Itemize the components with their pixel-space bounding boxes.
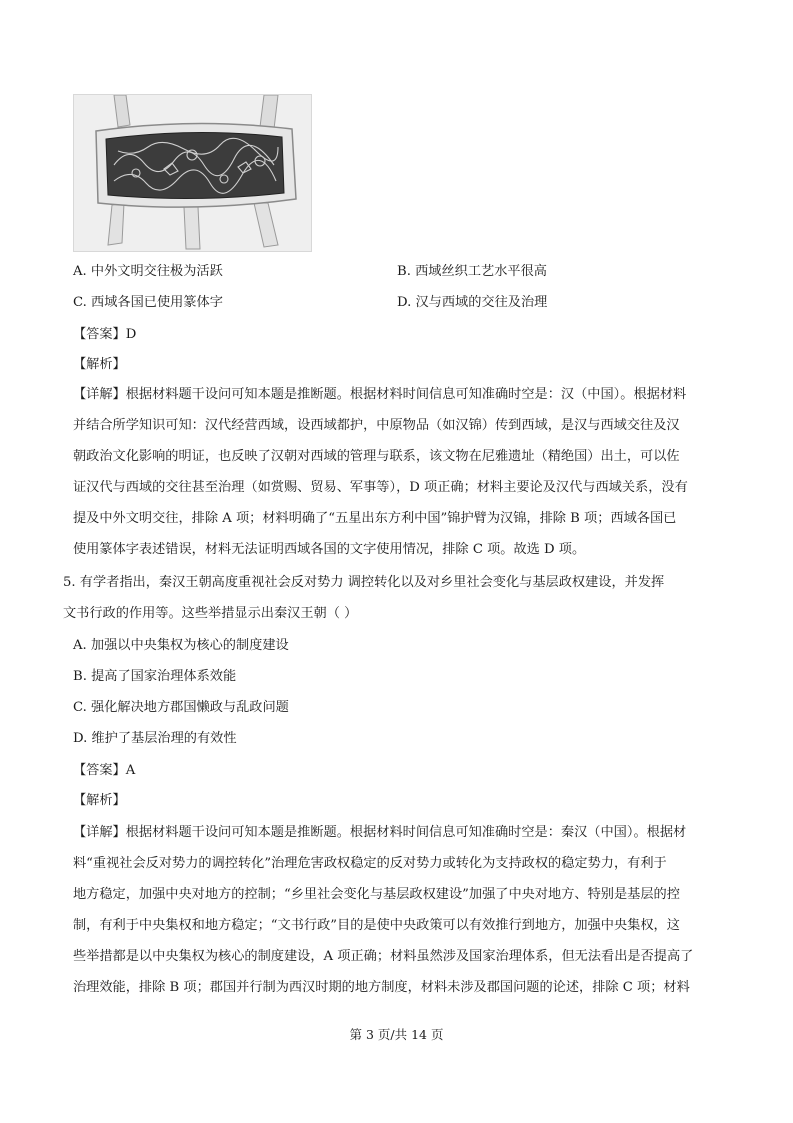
q4-detail-line: 【详解】根据材料题干设问可知本题是推断题。根据材料时间信息可知准确时空是：汉（中国）。根据材料	[73, 387, 687, 402]
q5-option-a: A. 加强以中央集权为核心的制度建设	[73, 638, 289, 653]
q4-detail-line: 使用篆体字表述错误，材料无法证明西域各国的文字使用情况，排除 C 项。故选 D 项。	[73, 542, 586, 557]
q4-answer: 【答案】D	[73, 327, 137, 342]
brocade-armguard-photo	[73, 94, 312, 252]
q4-detail-line: 提及中外文明交往，排除 A 项；材料明确了“五星出东方利中国”锦护臂为汉锦，排除 B 项；西域各国已	[73, 511, 677, 526]
q5-stem-line: 5. 有学者指出，秦汉王朝高度重视社会反对势力 调控转化以及对乡里社会变化与基层政权建设，并发挥	[63, 575, 665, 590]
q5-stem-line: 文书行政的作用等。这些举措显示出秦汉王朝（ ）	[63, 606, 358, 621]
q5-detail-line: 料“重视社会反对势力的调控转化”治理危害政权稳定的反对势力或转化为支持政权的稳定势力，有利于	[73, 856, 667, 871]
armguard-illustration	[74, 95, 311, 251]
q4-analysis-label: 【解析】	[73, 357, 126, 372]
q5-option-b: B. 提高了国家治理体系效能	[73, 669, 237, 684]
q4-option-d: D. 汉与西域的交往及治理	[397, 295, 548, 310]
q5-detail-line: 地方稳定，加强中央对地方的控制；“乡里社会变化与基层政权建设”加强了中央对地方、特别是基层的控	[73, 887, 680, 902]
q4-option-c: C. 西域各国已使用篆体字	[73, 295, 223, 310]
q5-answer: 【答案】A	[73, 763, 136, 778]
q5-detail-line: 制，有利于中央集权和地方稳定；“文书行政”目的是使中央政策可以有效推行到地方，加强中央集权，这	[73, 918, 680, 933]
q4-detail-line: 朝政治文化影响的明证，也反映了汉朝对西域的管理与联系，该文物在尼雅遗址（精绝国）出土，可以佐	[73, 449, 680, 464]
q5-detail-line: 治理效能，排除 B 项；郡国并行制为西汉时期的地方制度，材料未涉及郡国问题的论述，排除 C 项；材料	[73, 980, 690, 995]
q4-option-a: A. 中外文明交往极为活跃	[73, 264, 223, 279]
q5-option-c: C. 强化解决地方郡国懒政与乱政问题	[73, 700, 289, 715]
q5-analysis-label: 【解析】	[73, 793, 126, 808]
page-number-footer: 第 3 页/共 14 页	[349, 1027, 444, 1042]
q4-detail-line: 并结合所学知识可知：汉代经营西域，设西域都护，中原物品（如汉锦）传到西域，是汉与西域交往及汉	[73, 418, 680, 433]
q5-detail-line: 些举措都是以中央集权为核心的制度建设，A 项正确；材料虽然涉及国家治理体系，但无法看出是否提高了	[73, 949, 694, 964]
q4-detail-line: 证汉代与西域的交往甚至治理（如赏赐、贸易、军事等），D 项正确；材料主要论及汉代与西域关系，没有	[73, 480, 688, 495]
q5-option-d: D. 维护了基层治理的有效性	[73, 731, 237, 746]
q5-detail-line: 【详解】根据材料题干设问可知本题是推断题。根据材料时间信息可知准确时空是：秦汉（中国）。根据材	[73, 825, 687, 840]
q4-option-b: B. 西域丝织工艺水平很高	[397, 264, 547, 279]
